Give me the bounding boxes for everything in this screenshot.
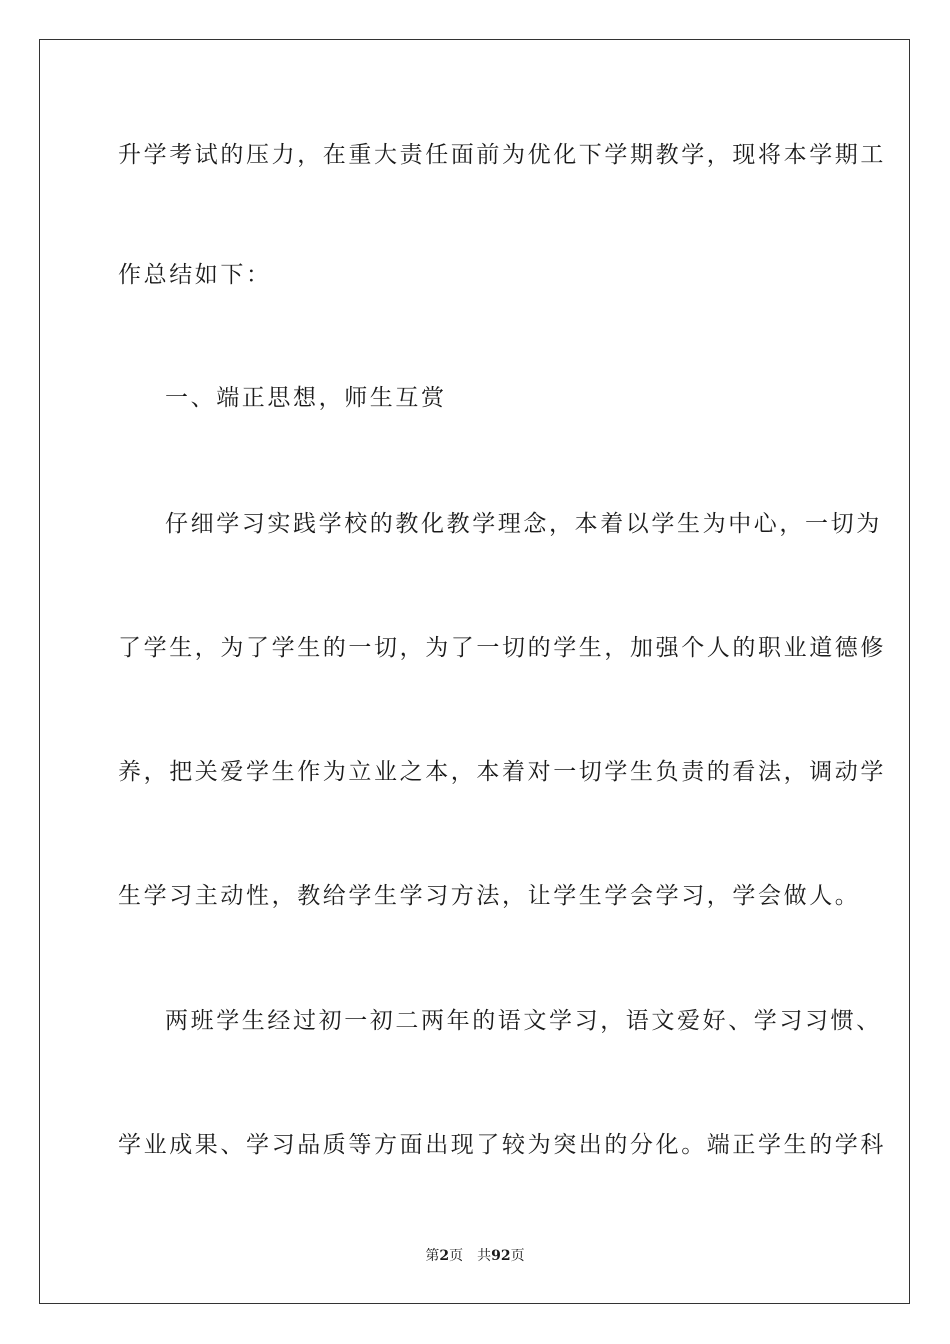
- body-line-8: 学业成果、学习品质等方面出现了较为突出的分化。端正学生的学科: [118, 1132, 886, 1158]
- page-prefix: 第: [425, 1248, 440, 1264]
- body-line-4: 了学生，为了学生的一切，为了一切的学生，加强个人的职业道德修: [118, 635, 886, 661]
- total-suffix: 页: [510, 1248, 525, 1264]
- total-pages: 92: [491, 1248, 511, 1264]
- section-heading: 一、端正思想，师生互赏: [165, 385, 447, 411]
- body-line-3: 仔细学习实践学校的教化教学理念，本着以学生为中心，一切为: [165, 511, 882, 537]
- page-suffix: 页: [449, 1248, 464, 1264]
- page-border: [39, 39, 910, 1304]
- body-line-1: 升学考试的压力，在重大责任面前为优化下学期教学，现将本学期工: [118, 142, 886, 168]
- body-line-5: 养，把关爱学生作为立业之本，本着对一切学生负责的看法，调动学: [118, 759, 886, 785]
- total-prefix: 共: [477, 1248, 492, 1264]
- body-line-7: 两班学生经过初一初二两年的语文学习，语文爱好、学习习惯、: [165, 1008, 882, 1034]
- body-line-6: 生学习主动性，教给学生学习方法，让学生学会学习，学会做人。: [118, 883, 861, 909]
- page-footer: [0, 1246, 950, 1266]
- page-number: 2: [439, 1248, 450, 1264]
- body-line-2: 作总结如下：: [118, 262, 272, 288]
